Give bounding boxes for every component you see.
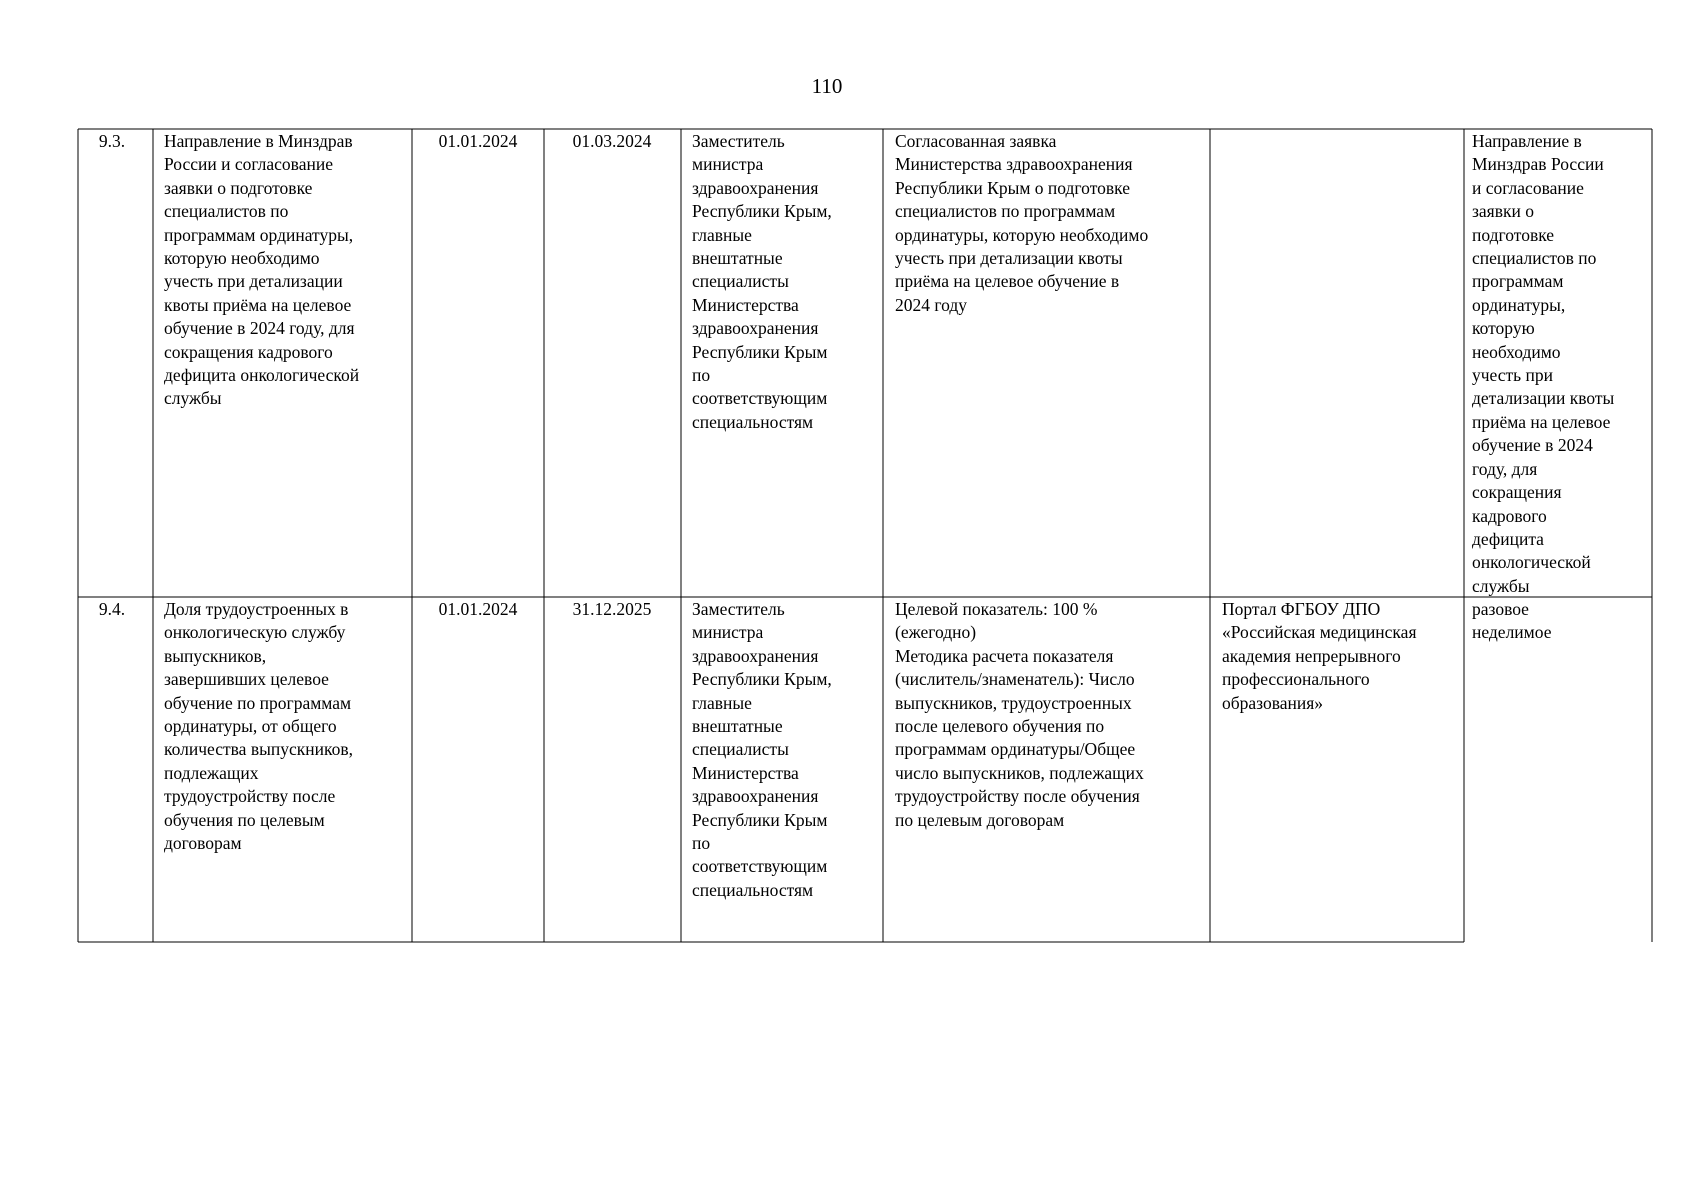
- expected-result: Целевой показатель: 100 % (ежегодно) Методика расчета показателя (числитель/знаменатель): Число выпускников, трудоустроенных после целевого обучения по программам ординатуры/Общее число выпускников, подлежащих трудоустройству после обучения по целевым договорам: [895, 599, 1144, 830]
- row-number: 9.3.: [98, 131, 126, 151]
- end-date: 01.03.2024: [572, 131, 652, 151]
- end-date: 31.12.2025: [572, 599, 652, 619]
- event-description: Доля трудоустроенных в онкологическую службу выпускников, завершивших целевое обучение по программам ординатуры, от общего количества выпускников, подлежащих трудоустройству после обучения по целевым договорам: [164, 599, 353, 854]
- page-number: 110: [811, 74, 843, 98]
- event-description: Направление в Минздрав России и согласование заявки о подготовке специалистов по программам ординатуры, которую необходимо учесть при детализации квоты приёма на целевое обучение в 2024 году, для сокращения кадрового дефицита онкологической службы: [164, 131, 360, 409]
- responsible-executor: Заместитель министра здравоохранения Республики Крым, главные внештатные специалисты Министерства здравоохранения Республики Крым по соответствующим специальностям: [692, 131, 832, 432]
- start-date: 01.01.2024: [438, 131, 518, 151]
- event-type: Направление в Минздрав России и согласование заявки о подготовке специалистов по программам ординатуры, которую необходимо учесть при детализации квоты приёма на целевое обучение в 2024 году, для сокращения кадрового дефицита онкологической службы: [1472, 131, 1615, 596]
- data-source: Портал ФГБОУ ДПО «Российская медицинская академия непрерывного профессионального образования»: [1222, 599, 1417, 713]
- responsible-executor: Заместитель министра здравоохранения Республики Крым, главные внештатные специалисты Министерства здравоохранения Республики Крым по соответствующим специальностям: [692, 599, 832, 900]
- start-date: 01.01.2024: [438, 599, 518, 619]
- row-number: 9.4.: [98, 599, 126, 619]
- expected-result: Согласованная заявка Министерства здравоохранения Республики Крым о подготовке специалистов по программам ординатуры, которую необходимо учесть при детализации квоты приёма на целевое обучение в 2024 году: [895, 131, 1149, 315]
- event-type: разовое неделимое: [1472, 599, 1552, 643]
